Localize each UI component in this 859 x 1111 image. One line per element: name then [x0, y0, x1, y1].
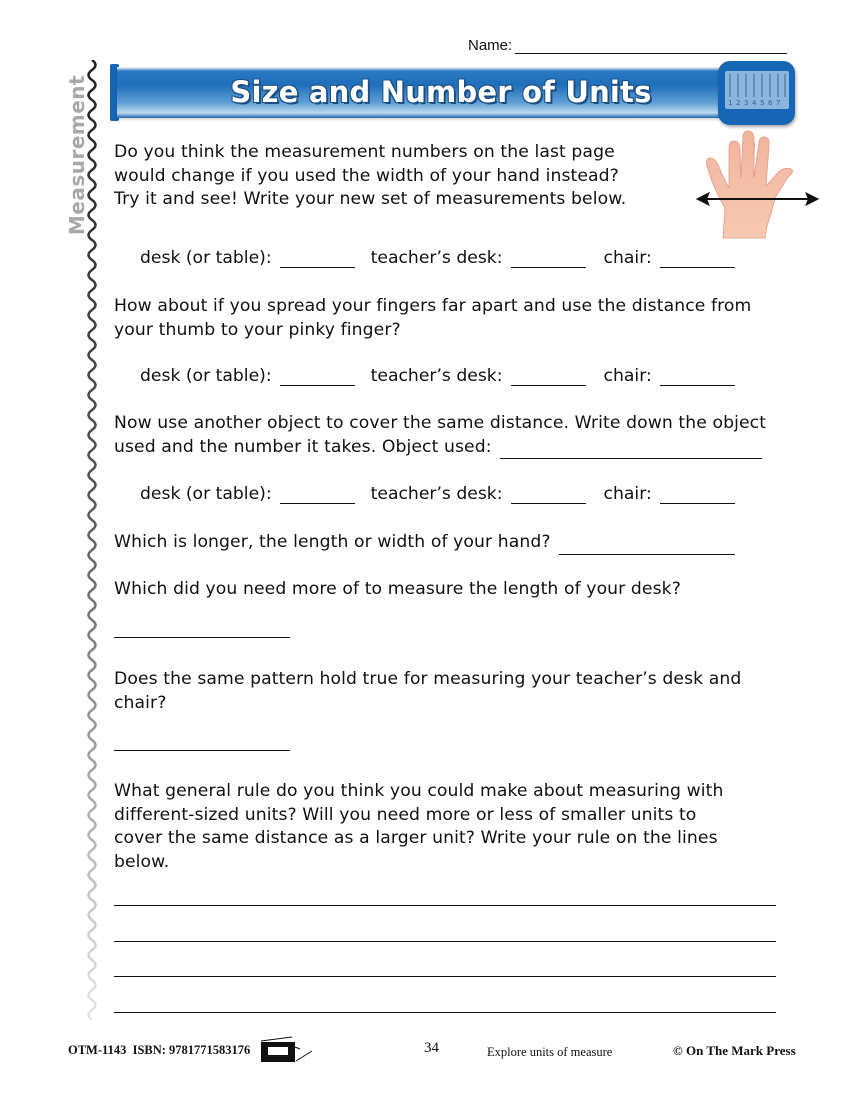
teacher-desk-answer-blank[interactable]: [511, 368, 586, 386]
object-used-blank[interactable]: [500, 441, 762, 459]
title-banner: [110, 64, 725, 121]
measure-row-hand-span: [140, 366, 735, 386]
same-pattern-answer-blank[interactable]: [114, 750, 290, 751]
longer-answer-blank[interactable]: [559, 537, 735, 555]
desk-answer-blank[interactable]: [280, 368, 355, 386]
desk-answer-blank[interactable]: [280, 486, 355, 504]
page-number: 34: [424, 1040, 439, 1056]
rule-answer-line-2[interactable]: [114, 941, 776, 942]
prompt-hand-width: Do you think the measurement numbers on the last page would change if you used the width of your hand instead? Try it and see! Write your new set of measurements below.: [114, 142, 627, 209]
printer-icon: [260, 1035, 316, 1065]
question-same-pattern: Does the same pattern hold true for measuring your teacher’s desk and chair?: [114, 669, 742, 713]
name-blank-line[interactable]: [515, 39, 787, 54]
desk-label: desk (or table):: [140, 366, 272, 386]
teacher-desk-label: teacher’s desk:: [370, 248, 503, 268]
teacher-desk-label: teacher’s desk:: [370, 484, 503, 504]
page-title: Size and Number of Units: [230, 75, 652, 109]
ruler-badge: [718, 61, 795, 125]
question-general-rule: What general rule do you think you could make about measuring with different-sized units? Will you need more or less of smaller units to cover the same distance as a larger unit? Write your rule on the lines below.: [114, 781, 724, 872]
svg-text:3: 3: [744, 99, 749, 107]
svg-text:7: 7: [776, 99, 781, 107]
svg-text:5: 5: [760, 99, 765, 107]
rule-answer-line-4[interactable]: [114, 1012, 776, 1013]
chair-answer-blank[interactable]: [660, 486, 735, 504]
chair-answer-blank[interactable]: [660, 250, 735, 268]
wavy-margin-line-icon: [83, 60, 105, 1020]
svg-text:4: 4: [752, 99, 757, 107]
svg-text:1: 1: [728, 99, 733, 107]
chair-answer-blank[interactable]: [660, 368, 735, 386]
prompt-other-object: Now use another object to cover the same distance. Write down the object used and the number it takes. Object used:: [114, 412, 766, 459]
title-banner-bar: [117, 67, 725, 118]
teacher-desk-answer-blank[interactable]: [511, 250, 586, 268]
rule-answer-line-1[interactable]: [114, 905, 776, 906]
footer-copyright: © On The Mark Press: [673, 1043, 796, 1058]
measure-row-hand-width: [140, 248, 735, 268]
teacher-desk-label: teacher’s desk:: [370, 366, 503, 386]
prompt-hand-span: How about if you spread your fingers far apart and use the distance from your thumb to your pinky finger?: [114, 296, 752, 340]
footer-code-isbn: OTM-1143 ISBN: 9781771583176: [68, 1043, 251, 1057]
desk-label: desk (or table):: [140, 484, 272, 504]
question-more-of: Which did you need more of to measure the length of your desk?: [114, 579, 681, 599]
chair-label: chair:: [603, 366, 652, 386]
ruler-icon: [725, 71, 789, 109]
side-section-label: Measurement: [65, 74, 89, 236]
chair-label: chair:: [603, 484, 652, 504]
name-field[interactable]: [468, 37, 787, 54]
desk-answer-blank[interactable]: [280, 250, 355, 268]
name-label: Name:: [468, 37, 513, 54]
rule-answer-line-3[interactable]: [114, 976, 776, 977]
svg-text:2: 2: [736, 99, 741, 107]
footer-topic: Explore units of measure: [487, 1045, 613, 1059]
measure-row-other-object: [140, 484, 735, 504]
chair-label: chair:: [603, 248, 652, 268]
desk-label: desk (or table):: [140, 248, 272, 268]
hand-width-arrow-icon: [695, 128, 820, 243]
question-longer: Which is longer, the length or width of your hand?: [114, 531, 735, 555]
teacher-desk-answer-blank[interactable]: [511, 486, 586, 504]
more-of-answer-blank[interactable]: [114, 637, 290, 638]
svg-text:6: 6: [768, 99, 773, 107]
